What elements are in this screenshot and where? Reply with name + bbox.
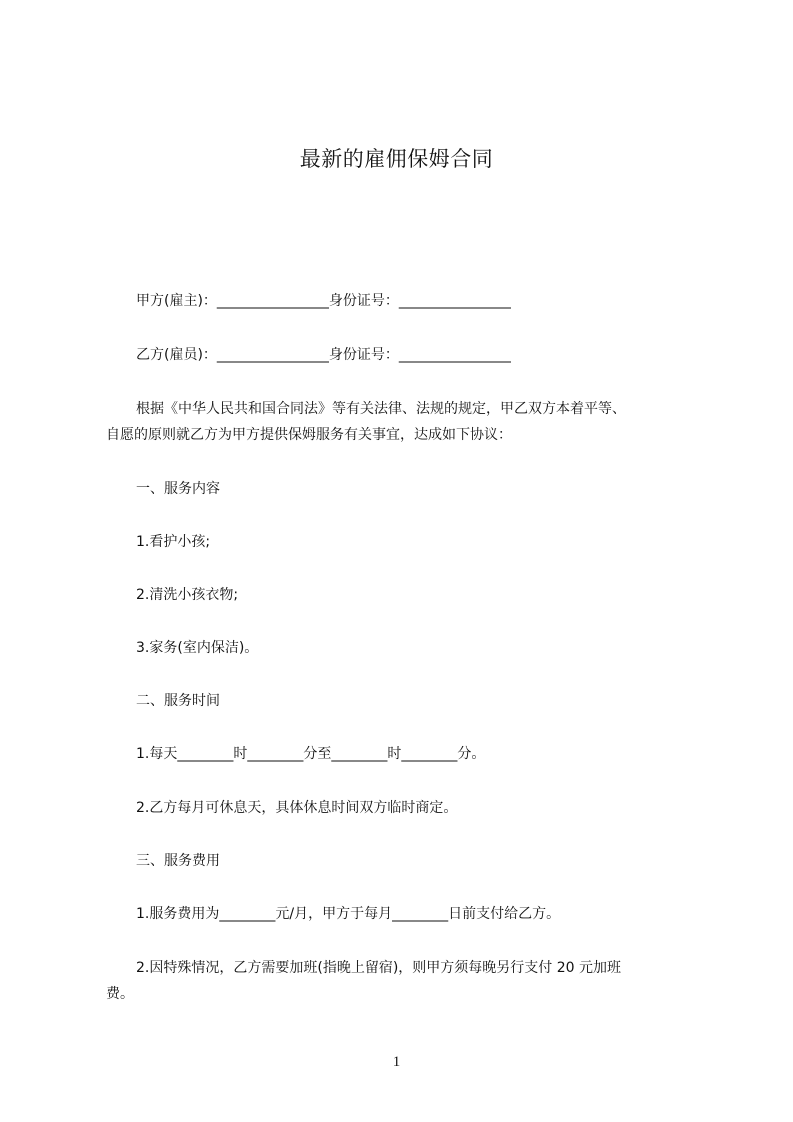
section-1-heading: 一、服务内容 xyxy=(136,481,220,497)
page-number: 1 xyxy=(392,1054,401,1070)
section-3-item-1: 1.服务费用为________元/月，甲方于每月________日前支付给乙方。 xyxy=(136,906,561,922)
document-title: 最新的雇佣保姆合同 xyxy=(299,147,494,171)
party-b-line: 乙方(雇员)：________________身份证号：________________ xyxy=(136,347,511,363)
section-2-item-2: 2.乙方每月可休息天，具体休息时间双方临时商定。 xyxy=(136,800,458,816)
section-3-item-2-line-2: 费。 xyxy=(106,986,134,1002)
section-3-item-2-line-1: 2.因特殊情况，乙方需要加班(指晚上留宿)，则甲方须每晚另行支付 20 元加班 xyxy=(136,960,621,976)
section-1-item-1: 1.看护小孩; xyxy=(136,534,211,550)
section-2-item-1: 1.每天________时________分至________时________分。 xyxy=(136,746,486,762)
intro-paragraph-line-2: 自愿的原则就乙方为甲方提供保姆服务有关事宜，达成如下协议： xyxy=(106,427,512,443)
section-3-heading: 三、服务费用 xyxy=(136,853,220,869)
section-1-item-3: 3.家务(室内保洁)。 xyxy=(136,640,259,656)
section-1-item-2: 2.清洗小孩衣物; xyxy=(136,587,239,603)
section-2-heading: 二、服务时间 xyxy=(136,693,220,709)
party-a-line: 甲方(雇主)：________________身份证号：________________ xyxy=(136,293,511,309)
intro-paragraph-line-1: 根据《中华人民共和国合同法》等有关法律、法规的规定，甲乙双方本着平等、 xyxy=(136,401,626,417)
